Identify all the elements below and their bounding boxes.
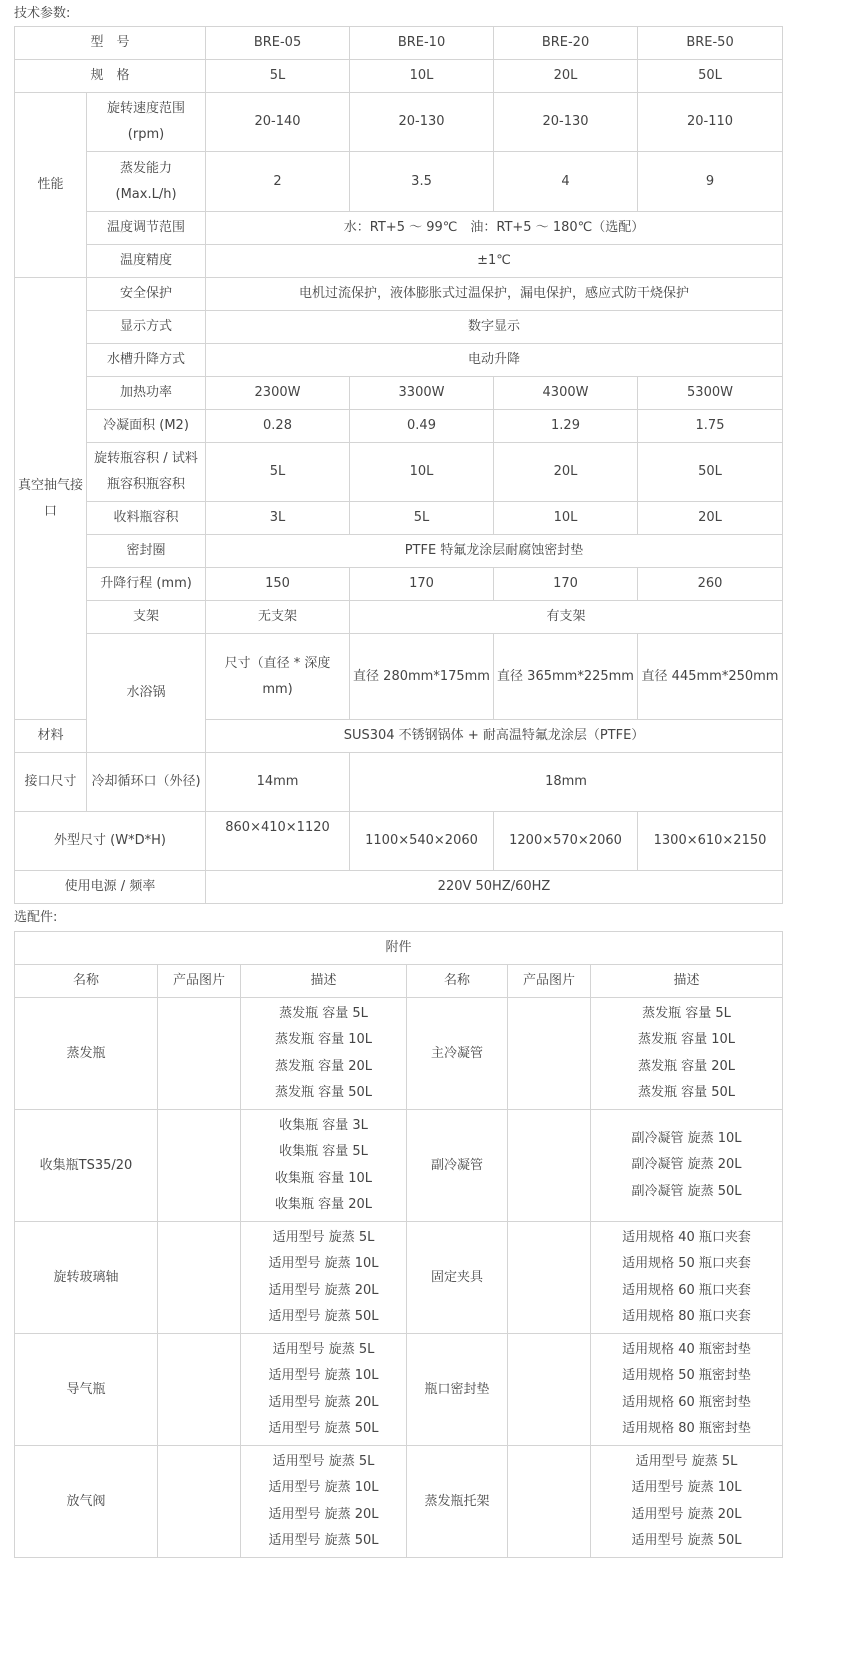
acc-desc-line: 适用型号 旋蒸 10L [268,1368,379,1383]
speed-cell: 20-130 [494,93,638,152]
acc-row [15,1334,783,1446]
acc-desc-line: 适用型号 旋蒸 5L [272,1229,375,1245]
acc-image-cell [508,1222,591,1334]
group-vacuum: 真空抽气接口 [15,278,87,720]
acc-row [15,998,783,1110]
evap-cell: 3.5 [350,152,494,212]
row-model [15,27,783,60]
accessory-table [14,931,783,1558]
acc-desc [591,1446,783,1558]
dimension-label: 外型尺寸 (W*D*H) [15,812,206,871]
acc-image-cell [508,1110,591,1222]
acc-desc-line: 适用型号 旋蒸 10L [268,1256,379,1271]
evap-cell: 9 [638,152,783,212]
condense-area-cell: 0.49 [350,410,494,443]
power-value: 220V 50HZ/60HZ [206,871,783,904]
row-safety [15,278,783,311]
stroke-cell: 150 [206,568,350,601]
acc-desc-line: 适用型号 旋蒸 50L [268,1421,379,1436]
group-port: 接口尺寸 [15,753,87,812]
material-value: SUS304 不锈钢锅体 + 耐高温特氟龙涂层（PTFE） [206,720,783,753]
acc-desc-line: 适用型号 旋蒸 5L [635,1453,738,1469]
acc-desc [591,998,783,1110]
acc-desc-line: 适用型号 旋蒸 5L [272,1453,375,1469]
acc-desc [591,1334,783,1446]
acc-name: 导气瓶 [15,1334,158,1446]
receiver-vol-cell: 5L [350,502,494,535]
bath-size-cell: 直径 365mm*225mm [494,634,638,720]
dimension-cell: 860×410×1120 [206,812,350,871]
flask-vol-cell: 5L [206,443,350,502]
dimension-cell: 1100×540×2060 [350,812,494,871]
safety-value: 电机过流保护，液体膨胀式过温保护，漏电保护，感应式防干烧保护 [206,278,783,311]
size-cell: 10L [350,60,494,93]
acc-desc-line: 适用型号 旋蒸 50L [268,1533,379,1548]
acc-image-cell [158,1446,241,1558]
acc-desc [241,1334,407,1446]
acc-image-cell [158,1222,241,1334]
acc-desc-line: 蒸发瓶 容量 5L [279,1005,368,1021]
acc-name: 固定夹具 [407,1222,508,1334]
receiver-vol-label: 收料瓶容积 [87,502,206,535]
acc-desc [241,998,407,1110]
seal-label: 密封圈 [87,535,206,568]
model-cell: BRE-50 [638,27,783,60]
spec-caption: 技术参数: [14,6,71,21]
speed-cell: 20-140 [206,93,350,152]
acc-row [15,1446,783,1558]
flask-vol-label: 旋转瓶容积 / 试料瓶容积瓶容积 [87,443,206,502]
acc-caption: 选配件: [14,910,58,925]
display-value: 数字显示 [206,311,783,344]
row-flask-vol [15,443,783,502]
lift-mode-value: 电动升降 [206,344,783,377]
cooling-port-b: 18mm [350,753,783,812]
acc-desc-line: 适用型号 旋蒸 5L [272,1341,375,1357]
acc-desc-line: 适用规格 50 瓶口夹套 [622,1256,751,1271]
acc-desc-line: 适用型号 旋蒸 50L [631,1533,742,1548]
temp-precision-label: 温度精度 [87,245,206,278]
group-bath: 水浴锅 [87,634,206,753]
acc-desc-line: 蒸发瓶 容量 20L [274,1058,373,1074]
dimension-cell: 1300×610×2150 [638,812,783,871]
acc-name: 蒸发瓶托架 [407,1446,508,1558]
acc-desc [591,1222,783,1334]
acc-desc-line: 蒸发瓶 容量 50L [274,1085,373,1100]
flask-vol-cell: 50L [638,443,783,502]
row-dimension [15,812,783,871]
group-performance: 性能 [15,93,87,278]
acc-desc-line: 收集瓶 容量 10L [274,1170,373,1186]
acc-title: 附件 [15,932,783,965]
row-temp-precision [15,245,783,278]
stroke-label: 升降行程 (mm) [87,568,206,601]
display-label: 显示方式 [87,311,206,344]
acc-desc [241,1222,407,1334]
stroke-cell: 170 [350,568,494,601]
acc-desc-line: 适用型号 旋蒸 50L [268,1309,379,1324]
acc-header: 名称 [15,965,158,998]
dimension-cell: 1200×570×2060 [494,812,638,871]
heat-power-cell: 3300W [350,377,494,410]
heat-power-cell: 2300W [206,377,350,410]
acc-name: 蒸发瓶 [15,998,158,1110]
model-label: 型 号 [15,27,206,60]
speed-cell: 20-110 [638,93,783,152]
acc-header: 描述 [241,965,407,998]
size-label: 规 格 [15,60,206,93]
acc-desc-line: 蒸发瓶 容量 5L [642,1005,731,1021]
acc-desc-line: 适用型号 旋蒸 20L [631,1506,742,1522]
row-cooling-port [15,753,783,812]
acc-desc-line: 适用规格 50 瓶密封垫 [622,1368,751,1383]
acc-image-cell [158,1334,241,1446]
bath-size-cell: 直径 280mm*175mm [350,634,494,720]
lift-mode-label: 水槽升降方式 [87,344,206,377]
row-condense-area [15,410,783,443]
acc-desc-line: 适用型号 旋蒸 20L [268,1506,379,1522]
row-receiver-vol [15,502,783,535]
temp-precision-value: ±1℃ [206,245,783,278]
safety-label: 安全保护 [87,278,206,311]
seal-value: PTFE 特氟龙涂层耐腐蚀密封垫 [206,535,783,568]
row-heat-power [15,377,783,410]
stroke-cell: 260 [638,568,783,601]
stand-none: 无支架 [206,601,350,634]
condense-area-label: 冷凝面积 (M2) [87,410,206,443]
heat-power-cell: 5300W [638,377,783,410]
heat-power-label: 加热功率 [87,377,206,410]
flask-vol-cell: 10L [350,443,494,502]
acc-desc [241,1446,407,1558]
acc-name: 放气阀 [15,1446,158,1558]
row-stroke [15,568,783,601]
acc-header: 产品图片 [508,965,591,998]
stand-yes: 有支架 [350,601,783,634]
acc-desc-line: 适用规格 80 瓶口夹套 [622,1309,751,1324]
row-size [15,60,783,93]
row-lift-mode [15,344,783,377]
row-bath-size [15,634,783,720]
condense-area-cell: 1.29 [494,410,638,443]
acc-image-cell [508,1446,591,1558]
acc-header-row [15,965,783,998]
acc-desc-line: 适用规格 60 瓶密封垫 [622,1394,751,1410]
row-display [15,311,783,344]
acc-image-cell [508,998,591,1110]
acc-image-cell [158,1110,241,1222]
acc-desc-line: 蒸发瓶 容量 50L [637,1085,736,1100]
acc-desc-line: 适用规格 80 瓶密封垫 [622,1421,751,1436]
receiver-vol-cell: 20L [638,502,783,535]
acc-image-cell [158,998,241,1110]
condense-area-cell: 0.28 [206,410,350,443]
acc-desc [241,1110,407,1222]
size-cell: 50L [638,60,783,93]
acc-title-row [15,932,783,965]
acc-desc-line: 适用规格 40 瓶口夹套 [622,1229,751,1245]
cooling-port-label: 冷却循环口（外径) [87,753,206,812]
row-speed [15,93,783,152]
acc-name: 主冷凝管 [407,998,508,1110]
acc-desc-line: 蒸发瓶 容量 10L [274,1032,373,1047]
acc-header: 描述 [591,965,783,998]
receiver-vol-cell: 10L [494,502,638,535]
acc-desc-line: 蒸发瓶 容量 10L [637,1032,736,1047]
evap-cell: 2 [206,152,350,212]
row-seal [15,535,783,568]
temp-range-label: 温度调节范围 [87,212,206,245]
condense-area-cell: 1.75 [638,410,783,443]
acc-desc-line: 副冷凝管 旋蒸 10L [631,1130,742,1146]
row-evap [15,152,783,212]
acc-name: 收集瓶TS35/20 [15,1110,158,1222]
bath-size-cell: 直径 445mm*250mm [638,634,783,720]
model-cell: BRE-05 [206,27,350,60]
heat-power-cell: 4300W [494,377,638,410]
material-label: 材料 [15,720,87,753]
acc-name: 副冷凝管 [407,1110,508,1222]
bath-size-label: 尺寸（直径 * 深度 mm) [206,634,350,720]
row-power [15,871,783,904]
speed-cell: 20-130 [350,93,494,152]
stroke-cell: 170 [494,568,638,601]
model-cell: BRE-10 [350,27,494,60]
size-cell: 5L [206,60,350,93]
acc-desc-line: 收集瓶 容量 5L [279,1144,368,1159]
acc-desc-line: 适用型号 旋蒸 10L [631,1480,742,1495]
receiver-vol-cell: 3L [206,502,350,535]
acc-desc [591,1110,783,1222]
acc-desc-line: 副冷凝管 旋蒸 50L [631,1183,742,1199]
cooling-port-a: 14mm [206,753,350,812]
stand-label: 支架 [87,601,206,634]
row-temp-range [15,212,783,245]
acc-row [15,1110,783,1222]
acc-desc-line: 适用规格 60 瓶口夹套 [622,1282,751,1298]
acc-desc-line: 适用型号 旋蒸 20L [268,1394,379,1410]
size-cell: 20L [494,60,638,93]
acc-name: 瓶口密封垫 [407,1334,508,1446]
acc-desc-line: 收集瓶 容量 20L [274,1197,373,1212]
acc-desc-line: 副冷凝管 旋蒸 20L [631,1157,742,1173]
acc-desc-line: 适用型号 旋蒸 10L [268,1480,379,1495]
acc-name: 旋转玻璃轴 [15,1222,158,1334]
acc-desc-line: 蒸发瓶 容量 20L [637,1058,736,1074]
evap-cell: 4 [494,152,638,212]
acc-header: 名称 [407,965,508,998]
acc-desc-line: 适用型号 旋蒸 20L [268,1282,379,1298]
temp-range-value: 水：RT+5 ～ 99℃ 油：RT+5 ～ 180℃（选配） [206,212,783,245]
spec-table [14,26,783,904]
model-cell: BRE-20 [494,27,638,60]
acc-row [15,1222,783,1334]
acc-desc-line: 收集瓶 容量 3L [279,1117,368,1133]
row-stand [15,601,783,634]
acc-image-cell [508,1334,591,1446]
evap-label: 蒸发能力 (Max.L/h) [87,152,206,212]
acc-desc-line: 适用规格 40 瓶密封垫 [622,1341,751,1357]
acc-header: 产品图片 [158,965,241,998]
speed-label: 旋转速度范围 (rpm) [87,93,206,152]
flask-vol-cell: 20L [494,443,638,502]
power-label: 使用电源 / 频率 [15,871,206,904]
